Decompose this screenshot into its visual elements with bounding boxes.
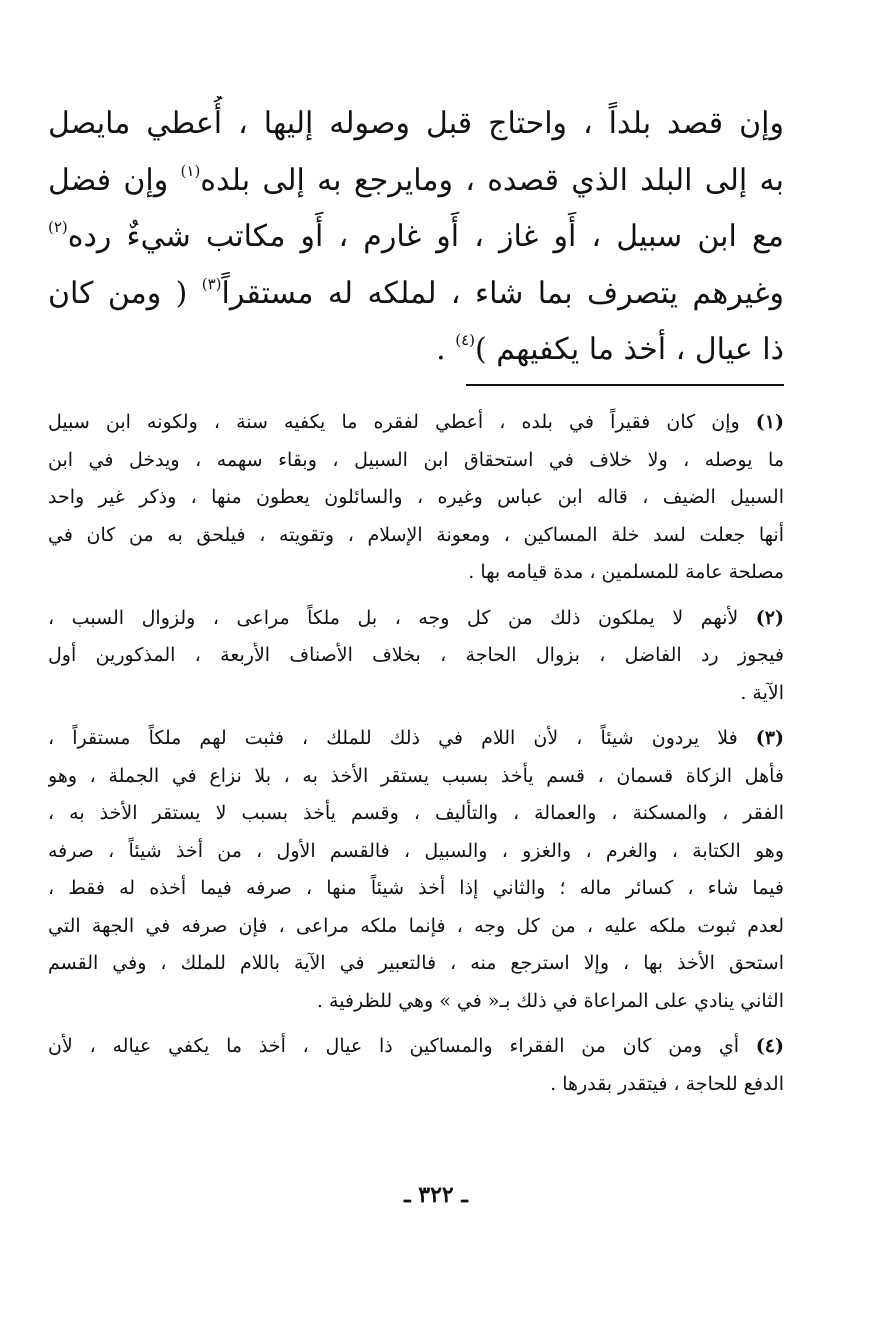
main-line: به إلى البلد الذي قصده ، ومايرجع به إلى بلده$^{(١)}$ وإن فضل: [48, 161, 784, 198]
footnote-2: [48, 600, 784, 713]
main-line: وغيرهم يتصرف بما شاء ، لملكه له مستقراً$^{(٣)}$ ( ومن كان: [48, 274, 784, 311]
footnote-4: [48, 1028, 784, 1103]
footnote-line: السبيل الضيف ، قاله ابن عباس وغيره ، والسائلون يعطون منها ، وذكر غير واحد: [48, 486, 784, 508]
footnote-line: الآية .: [740, 681, 784, 704]
footnote-line: الدفع للحاجة ، فيتقدر بقدرها .: [550, 1072, 784, 1095]
page-number: ـ ٣٢٢ ـ: [404, 1182, 468, 1208]
footnote-ref[interactable]: (١): [180, 161, 201, 180]
footnote-line: فيجوز رد الفاضل ، بزوال الحاجة ، بخلاف الأصناف الأربعة ، المذكورين أول: [48, 644, 784, 666]
footnote-divider: [466, 384, 784, 386]
footnote-line: ما يوصله ، ولا خلاف في استحقاق ابن السبيل ، وبقاء سهمه ، ويدخل في ابن: [48, 448, 784, 471]
footnote-line: (٣) فلا يردون شيئاً ، لأن اللام في ذلك للملك ، فثبت لهم ملكاً مستقراً ،: [48, 727, 784, 749]
footnote-line: وهو الكتابة ، والغرم ، والغزو ، والسبيل ، فالقسم الأول ، من أخذ شيئاً ، صرفه: [48, 839, 784, 862]
footnote-ref[interactable]: (٣): [201, 274, 222, 293]
footnote-line: فأهل الزكاة قسمان ، قسم يأخذ بسبب يستقر الأخذ به ، بلا نزاع في الجملة ، وهو: [48, 764, 784, 787]
footnote-line: مصلحة عامة للمسلمين ، مدة قيامه بها .: [468, 561, 784, 583]
footnote-line: فيما شاء ، كسائر ماله ؛ والثاني إذا أخذ شيئاً منها ، صرفه فيما أخذه له فقط ،: [48, 877, 784, 899]
footnote-line: الثاني ينادي على المراعاة في ذلك بـ« في » وهي للظرفية .: [316, 989, 784, 1012]
footnote-line: (٢) لأنهم لا يملكون ذلك من كل وجه ، بل ملكاً مراعى ، ولزوال السبب ،: [48, 606, 784, 629]
footnote-line: استحق الأخذ بها ، وإلا استرجع منه ، فالتعبير في الآية باللام للملك ، وفي القسم: [48, 952, 784, 974]
footnote-line: (٤) أي ومن كان من الفقراء والمساكين ذا عيال ، أخذ ما يكفي عياله ، لأن: [48, 1035, 784, 1057]
footnote-ref[interactable]: (٤): [455, 331, 476, 349]
footnote-number: (١): [755, 411, 784, 433]
footnote-line: أنها جعلت لسد خلة المساكين ، ومعونة الإسلام ، وتقويته ، فيلحق به من كان في: [48, 523, 784, 546]
footnote-number: (٣): [755, 727, 784, 749]
main-line: ذا عيال ، أخذ ما يكفيهم )$^{(٤)}$ .: [436, 331, 784, 367]
main-line: وإن قصد بلداً ، واحتاج قبل وصوله إليها ، أُعطي مايصل: [48, 106, 784, 141]
footnote-number: (٢): [755, 606, 784, 629]
footnote-number: (٤): [755, 1035, 784, 1057]
main-line: مع ابن سبيل ، أَو غاز ، أَو غارم ، أَو مكاتب شيءٌ رده$^{(٢)}$: [48, 218, 784, 254]
main-text: [48, 96, 784, 379]
footnote-line: (١) وإن كان فقيراً في بلده ، أعطي لفقره ما يكفيه سنة ، ولكونه ابن سبيل: [48, 411, 784, 433]
footnote-line: لعدم ثبوت ملكه عليه ، من كل وجه ، فإنما ملكه مراعى ، فإن صرفه في الجهة التي: [48, 914, 784, 937]
footnote-line: الفقر ، والمسكنة ، والعمالة ، والتأليف ، وقسم يأخذ بسبب لا يستقر الأخذ به ،: [48, 802, 784, 824]
footnotes: [48, 404, 784, 1111]
footnote-ref[interactable]: (٢): [48, 218, 68, 236]
footnote-3: [48, 720, 784, 1020]
footnote-1: [48, 404, 784, 592]
